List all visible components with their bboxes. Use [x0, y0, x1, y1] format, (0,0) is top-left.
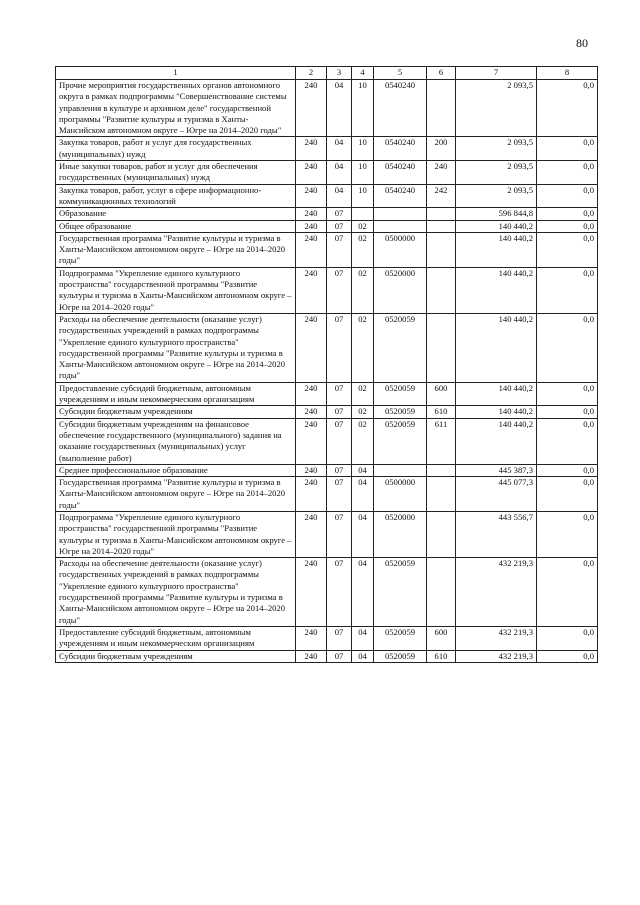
cell-admin-code: 240	[296, 208, 327, 220]
cell-name: Среднее профессиональное образование	[56, 464, 296, 476]
cell-amount: 445 387,3	[456, 464, 537, 476]
cell-admin-code: 240	[296, 161, 327, 185]
table-row	[56, 418, 598, 464]
cell-section: 07	[327, 650, 352, 662]
cell-subsection: 04	[352, 558, 374, 627]
cell-target-article	[374, 220, 427, 232]
cell-expense-type	[427, 511, 456, 557]
cell-expense-type	[427, 558, 456, 627]
cell-target-article	[374, 464, 427, 476]
table-header-row	[56, 67, 598, 80]
cell-target-article: 0520059	[374, 418, 427, 464]
cell-admin-code: 240	[296, 137, 327, 161]
cell-admin-code: 240	[296, 184, 327, 208]
cell-amount-change: 0,0	[537, 313, 598, 382]
cell-amount-change: 0,0	[537, 418, 598, 464]
cell-target-article: 0520059	[374, 406, 427, 418]
table-row	[56, 558, 598, 627]
cell-amount-change: 0,0	[537, 464, 598, 476]
cell-expense-type: 242	[427, 184, 456, 208]
cell-name: Предоставление субсидий бюджетным, автономным учреждениям и иным некоммерческим организациям	[56, 626, 296, 650]
cell-target-article: 0520000	[374, 267, 427, 313]
cell-name: Общее образование	[56, 220, 296, 232]
cell-amount-change: 0,0	[537, 267, 598, 313]
cell-expense-type	[427, 208, 456, 220]
cell-name: Подпрограмма "Укрепление единого культурного пространства" государственной программы "Развитие культуры и туризма в Ханты-Мансийском автономном округе – Югре на 2014–2020 годы"	[56, 267, 296, 313]
cell-amount: 432 219,3	[456, 650, 537, 662]
table-row	[56, 313, 598, 382]
cell-expense-type	[427, 313, 456, 382]
cell-amount-change: 0,0	[537, 161, 598, 185]
cell-amount: 2 093,5	[456, 137, 537, 161]
cell-amount: 443 556,7	[456, 511, 537, 557]
cell-section: 04	[327, 137, 352, 161]
cell-amount-change: 0,0	[537, 511, 598, 557]
cell-target-article	[374, 208, 427, 220]
cell-section: 07	[327, 406, 352, 418]
cell-amount: 2 093,5	[456, 161, 537, 185]
cell-name: Субсидии бюджетным учреждениям	[56, 650, 296, 662]
cell-target-article: 0520000	[374, 511, 427, 557]
cell-amount-change: 0,0	[537, 406, 598, 418]
cell-amount: 140 440,2	[456, 382, 537, 406]
cell-expense-type: 611	[427, 418, 456, 464]
cell-admin-code: 240	[296, 267, 327, 313]
cell-amount: 445 077,3	[456, 477, 537, 512]
cell-target-article: 0520059	[374, 626, 427, 650]
cell-admin-code: 240	[296, 477, 327, 512]
cell-amount: 2 093,5	[456, 184, 537, 208]
column-header: 3	[327, 67, 352, 80]
cell-subsection: 02	[352, 406, 374, 418]
cell-section: 07	[327, 558, 352, 627]
cell-subsection: 02	[352, 313, 374, 382]
table-row	[56, 650, 598, 662]
table-body	[56, 80, 598, 663]
table-row	[56, 80, 598, 137]
cell-subsection: 04	[352, 477, 374, 512]
table-row	[56, 477, 598, 512]
cell-section: 07	[327, 220, 352, 232]
table-row	[56, 464, 598, 476]
cell-admin-code: 240	[296, 232, 327, 267]
table-row	[56, 382, 598, 406]
cell-name: Расходы на обеспечение деятельности (оказание услуг) государственных учреждений в рамках подпрограммы "Укрепление единого культурного пространства" государственной программы "Развитие культуры и туризма в Ханты-Мансийском автономном округе – Югре на 2014–2020 годы"	[56, 313, 296, 382]
cell-target-article: 0540240	[374, 137, 427, 161]
cell-expense-type	[427, 232, 456, 267]
cell-target-article: 0540240	[374, 80, 427, 137]
cell-expense-type: 200	[427, 137, 456, 161]
cell-subsection	[352, 208, 374, 220]
cell-subsection: 04	[352, 650, 374, 662]
cell-subsection: 02	[352, 382, 374, 406]
cell-target-article: 0500000	[374, 232, 427, 267]
cell-admin-code: 240	[296, 418, 327, 464]
cell-name: Иные закупки товаров, работ и услуг для обеспечения государственных (муниципальных) нужд	[56, 161, 296, 185]
cell-name: Закупка товаров, работ, услуг в сфере информационно-коммуникационных технологий	[56, 184, 296, 208]
cell-subsection: 04	[352, 626, 374, 650]
cell-amount: 140 440,2	[456, 313, 537, 382]
cell-name: Государственная программа "Развитие культуры и туризма в Ханты-Мансийском автономном округе – Югре на 2014–2020 годы"	[56, 477, 296, 512]
cell-subsection: 02	[352, 267, 374, 313]
cell-subsection: 04	[352, 511, 374, 557]
cell-expense-type	[427, 477, 456, 512]
cell-subsection: 02	[352, 418, 374, 464]
cell-section: 07	[327, 313, 352, 382]
cell-amount: 140 440,2	[456, 418, 537, 464]
cell-target-article: 0540240	[374, 161, 427, 185]
cell-amount: 140 440,2	[456, 267, 537, 313]
cell-name: Подпрограмма "Укрепление единого культурного пространства" государственной программы "Развитие культуры и туризма в Ханты-Мансийском автономном округе – Югре на 2014–2020 годы"	[56, 511, 296, 557]
cell-admin-code: 240	[296, 511, 327, 557]
cell-admin-code: 240	[296, 382, 327, 406]
cell-expense-type: 600	[427, 382, 456, 406]
cell-section: 07	[327, 511, 352, 557]
cell-expense-type: 610	[427, 650, 456, 662]
cell-subsection: 10	[352, 137, 374, 161]
cell-amount: 140 440,2	[456, 406, 537, 418]
table-row	[56, 626, 598, 650]
cell-section: 07	[327, 477, 352, 512]
cell-amount-change: 0,0	[537, 650, 598, 662]
cell-name: Прочие мероприятия государственных органов автономного округа в рамках подпрограммы "Совершенствование системы управления в культуре и архивном деле" государственной программы "Развитие культуры и туризма в Ханты-Мансийском автономном округе – Югре на 2014–2020 годы"	[56, 80, 296, 137]
table-row	[56, 220, 598, 232]
table-row	[56, 511, 598, 557]
cell-admin-code: 240	[296, 220, 327, 232]
cell-amount-change: 0,0	[537, 382, 598, 406]
cell-expense-type	[427, 464, 456, 476]
cell-name: Предоставление субсидий бюджетным, автономным учреждениям и иным некоммерческим организациям	[56, 382, 296, 406]
budget-table	[55, 66, 598, 663]
cell-section: 07	[327, 267, 352, 313]
cell-subsection: 10	[352, 80, 374, 137]
table-row	[56, 161, 598, 185]
cell-subsection: 10	[352, 184, 374, 208]
table-row	[56, 184, 598, 208]
cell-name: Государственная программа "Развитие культуры и туризма в Ханты-Мансийском автономном округе – Югре на 2014–2020 годы"	[56, 232, 296, 267]
cell-admin-code: 240	[296, 80, 327, 137]
cell-section: 04	[327, 184, 352, 208]
cell-section: 07	[327, 382, 352, 406]
cell-amount: 140 440,2	[456, 232, 537, 267]
table-row	[56, 232, 598, 267]
cell-subsection: 04	[352, 464, 374, 476]
column-header: 8	[537, 67, 598, 80]
cell-amount-change: 0,0	[537, 626, 598, 650]
column-header: 2	[296, 67, 327, 80]
cell-amount: 596 844,8	[456, 208, 537, 220]
cell-amount-change: 0,0	[537, 137, 598, 161]
cell-target-article: 0500000	[374, 477, 427, 512]
cell-amount-change: 0,0	[537, 558, 598, 627]
table-row	[56, 208, 598, 220]
cell-amount-change: 0,0	[537, 184, 598, 208]
cell-section: 07	[327, 626, 352, 650]
cell-name: Субсидии бюджетным учреждениям на финансовое обеспечение государственного (муниципального) задания на оказание государственных (муниципальных) услуг (выполнение работ)	[56, 418, 296, 464]
cell-target-article: 0520059	[374, 650, 427, 662]
cell-amount: 432 219,3	[456, 626, 537, 650]
column-header: 1	[56, 67, 296, 80]
cell-expense-type: 610	[427, 406, 456, 418]
cell-name: Закупка товаров, работ и услуг для государственных (муниципальных) нужд	[56, 137, 296, 161]
cell-section: 07	[327, 418, 352, 464]
cell-name: Расходы на обеспечение деятельности (оказание услуг) государственных учреждений в рамках подпрограммы "Укрепление единого культурного пространства" государственной программы "Развитие культуры и туризма в Ханты-Мансийском автономном округе – Югре на 2014–2020 годы"	[56, 558, 296, 627]
cell-admin-code: 240	[296, 626, 327, 650]
cell-subsection: 02	[352, 232, 374, 267]
column-header: 4	[352, 67, 374, 80]
cell-name: Субсидии бюджетным учреждениям	[56, 406, 296, 418]
table-row	[56, 406, 598, 418]
cell-amount: 432 219,3	[456, 558, 537, 627]
page-number: 80	[576, 36, 588, 50]
cell-admin-code: 240	[296, 406, 327, 418]
cell-expense-type	[427, 220, 456, 232]
cell-amount: 2 093,5	[456, 80, 537, 137]
column-header: 6	[427, 67, 456, 80]
cell-expense-type: 600	[427, 626, 456, 650]
cell-section: 04	[327, 161, 352, 185]
column-header: 7	[456, 67, 537, 80]
cell-section: 04	[327, 80, 352, 137]
cell-amount-change: 0,0	[537, 208, 598, 220]
table-row	[56, 267, 598, 313]
cell-expense-type	[427, 267, 456, 313]
cell-section: 07	[327, 208, 352, 220]
column-header: 5	[374, 67, 427, 80]
cell-amount-change: 0,0	[537, 477, 598, 512]
cell-amount: 140 440,2	[456, 220, 537, 232]
cell-expense-type	[427, 80, 456, 137]
cell-subsection: 10	[352, 161, 374, 185]
cell-amount-change: 0,0	[537, 232, 598, 267]
cell-admin-code: 240	[296, 313, 327, 382]
cell-section: 07	[327, 464, 352, 476]
cell-admin-code: 240	[296, 650, 327, 662]
cell-section: 07	[327, 232, 352, 267]
table-row	[56, 137, 598, 161]
cell-target-article: 0520059	[374, 382, 427, 406]
cell-admin-code: 240	[296, 558, 327, 627]
cell-target-article: 0520059	[374, 558, 427, 627]
cell-expense-type: 240	[427, 161, 456, 185]
cell-target-article: 0540240	[374, 184, 427, 208]
cell-amount-change: 0,0	[537, 220, 598, 232]
cell-name: Образование	[56, 208, 296, 220]
cell-amount-change: 0,0	[537, 80, 598, 137]
cell-admin-code: 240	[296, 464, 327, 476]
cell-subsection: 02	[352, 220, 374, 232]
cell-target-article: 0520059	[374, 313, 427, 382]
